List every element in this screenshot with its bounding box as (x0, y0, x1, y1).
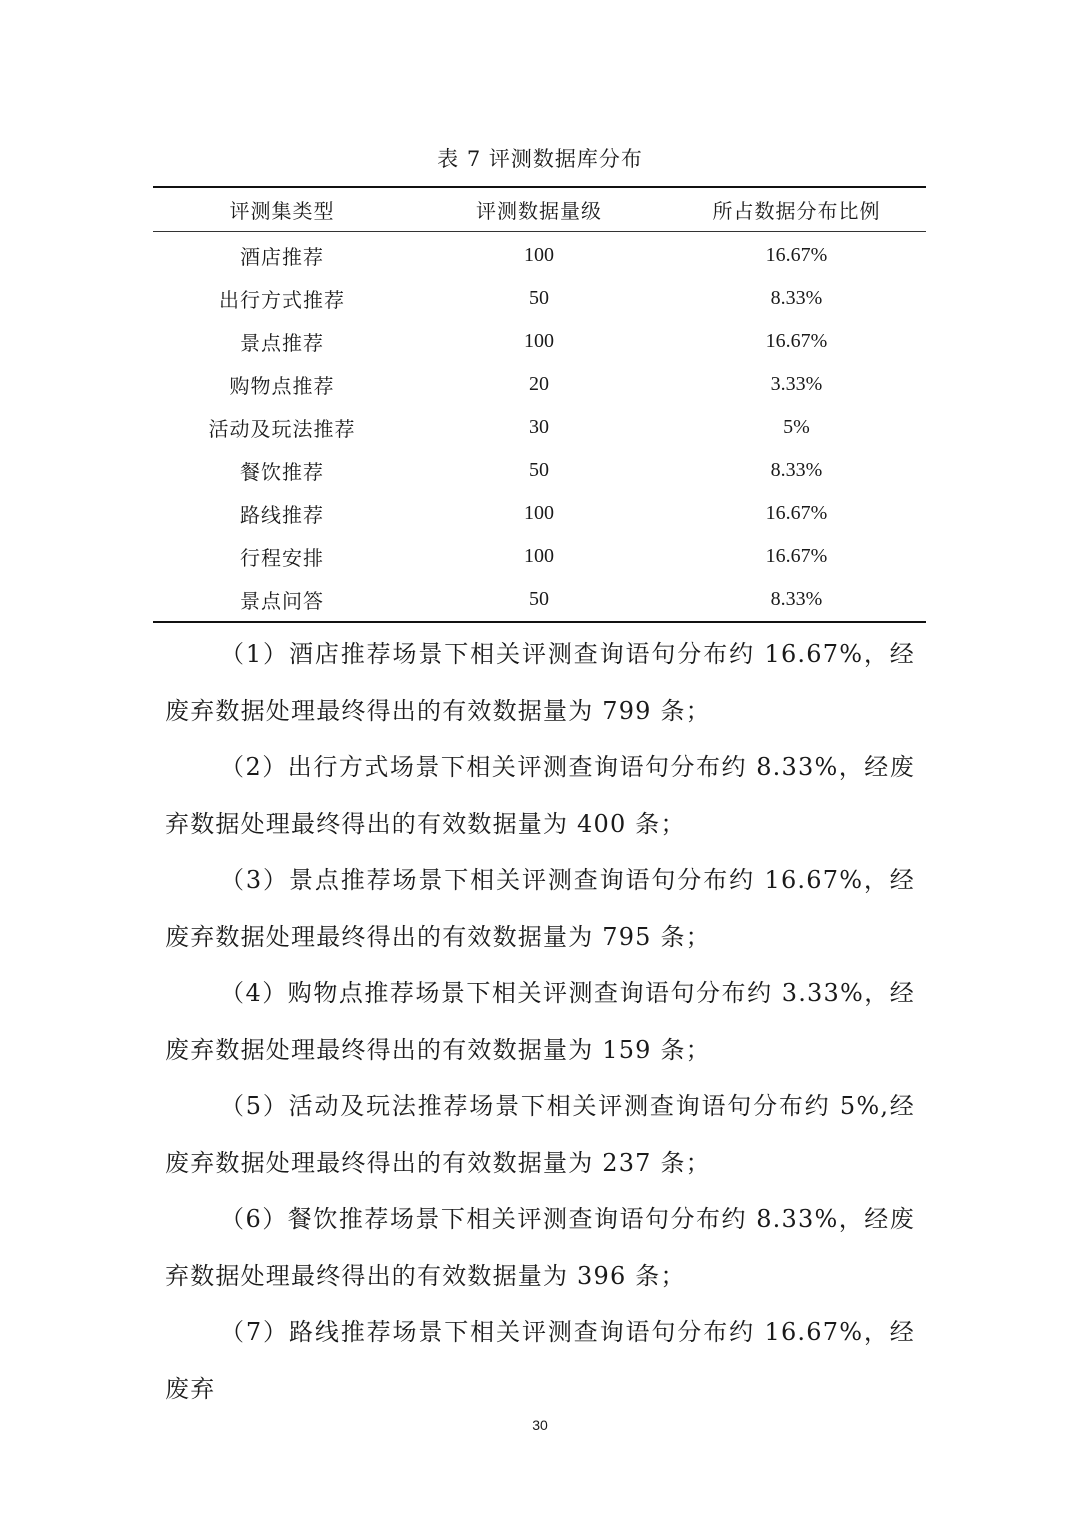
cell-ratio: 16.67% (765, 502, 828, 524)
header-eval-set-type: 评测集类型 (229, 199, 335, 223)
paragraph-3: （3）景点推荐场景下相关评测查询语句分布约 16.67%，经废弃数据处理最终得出的有效数据量为 795 条； (165, 866, 915, 951)
cell-type: 餐饮推荐 (240, 460, 324, 484)
cell-count: 100 (524, 502, 554, 524)
table-row (153, 449, 926, 492)
table-row (153, 578, 926, 621)
header-data-volume: 评测数据量级 (476, 199, 602, 223)
table-row (153, 320, 926, 363)
cell-ratio: 5% (783, 416, 810, 438)
body-text (165, 626, 915, 1417)
cell-ratio: 16.67% (765, 330, 828, 352)
cell-ratio: 8.33% (770, 459, 823, 481)
paragraph-7: （7）路线推荐场景下相关评测查询语句分布约 16.67%，经废弃 (165, 1318, 915, 1403)
table-header-row (153, 188, 926, 232)
paragraph-4: （4）购物点推荐场景下相关评测查询语句分布约 3.33%，经废弃数据处理最终得出的有效数据量为 159 条； (165, 979, 915, 1064)
table-row (153, 277, 926, 320)
cell-count: 50 (529, 588, 549, 610)
cell-type: 行程安排 (240, 546, 324, 570)
cell-type: 景点推荐 (240, 331, 324, 355)
table-row (153, 363, 926, 406)
cell-type: 酒店推荐 (240, 245, 324, 269)
paragraph-5: （5）活动及玩法推荐场景下相关评测查询语句分布约 5%,经废弃数据处理最终得出的有效数据量为 237 条； (165, 1092, 915, 1177)
cell-count: 50 (529, 459, 549, 481)
cell-type: 景点问答 (240, 589, 324, 613)
cell-count: 100 (524, 244, 554, 266)
cell-type: 路线推荐 (240, 503, 324, 527)
cell-count: 20 (529, 373, 549, 395)
cell-count: 30 (529, 416, 549, 438)
paragraph-6: （6）餐饮推荐场景下相关评测查询语句分布约 8.33%，经废弃数据处理最终得出的有效数据量为 396 条； (165, 1205, 915, 1290)
page-number: 30 (532, 1417, 548, 1433)
cell-type: 购物点推荐 (229, 374, 335, 398)
table-caption: 表 7 评测数据库分布 (437, 147, 643, 171)
table-row (153, 492, 926, 535)
table-row (153, 234, 926, 277)
cell-type: 出行方式推荐 (219, 288, 345, 312)
cell-type: 活动及玩法推荐 (208, 417, 356, 441)
cell-ratio: 3.33% (770, 373, 823, 395)
cell-count: 100 (524, 545, 554, 567)
cell-count: 50 (529, 287, 549, 309)
header-distribution-ratio: 所占数据分布比例 (712, 199, 881, 223)
cell-ratio: 8.33% (770, 588, 823, 610)
cell-ratio: 8.33% (770, 287, 823, 309)
cell-ratio: 16.67% (765, 545, 828, 567)
cell-count: 100 (524, 330, 554, 352)
distribution-table (153, 186, 926, 623)
cell-ratio: 16.67% (765, 244, 828, 266)
paragraph-1: （1）酒店推荐场景下相关评测查询语句分布约 16.67%，经废弃数据处理最终得出的有效数据量为 799 条； (165, 640, 915, 725)
table-row (153, 406, 926, 449)
paragraph-2: （2）出行方式场景下相关评测查询语句分布约 8.33%，经废弃数据处理最终得出的有效数据量为 400 条； (165, 753, 915, 838)
table-row (153, 535, 926, 578)
